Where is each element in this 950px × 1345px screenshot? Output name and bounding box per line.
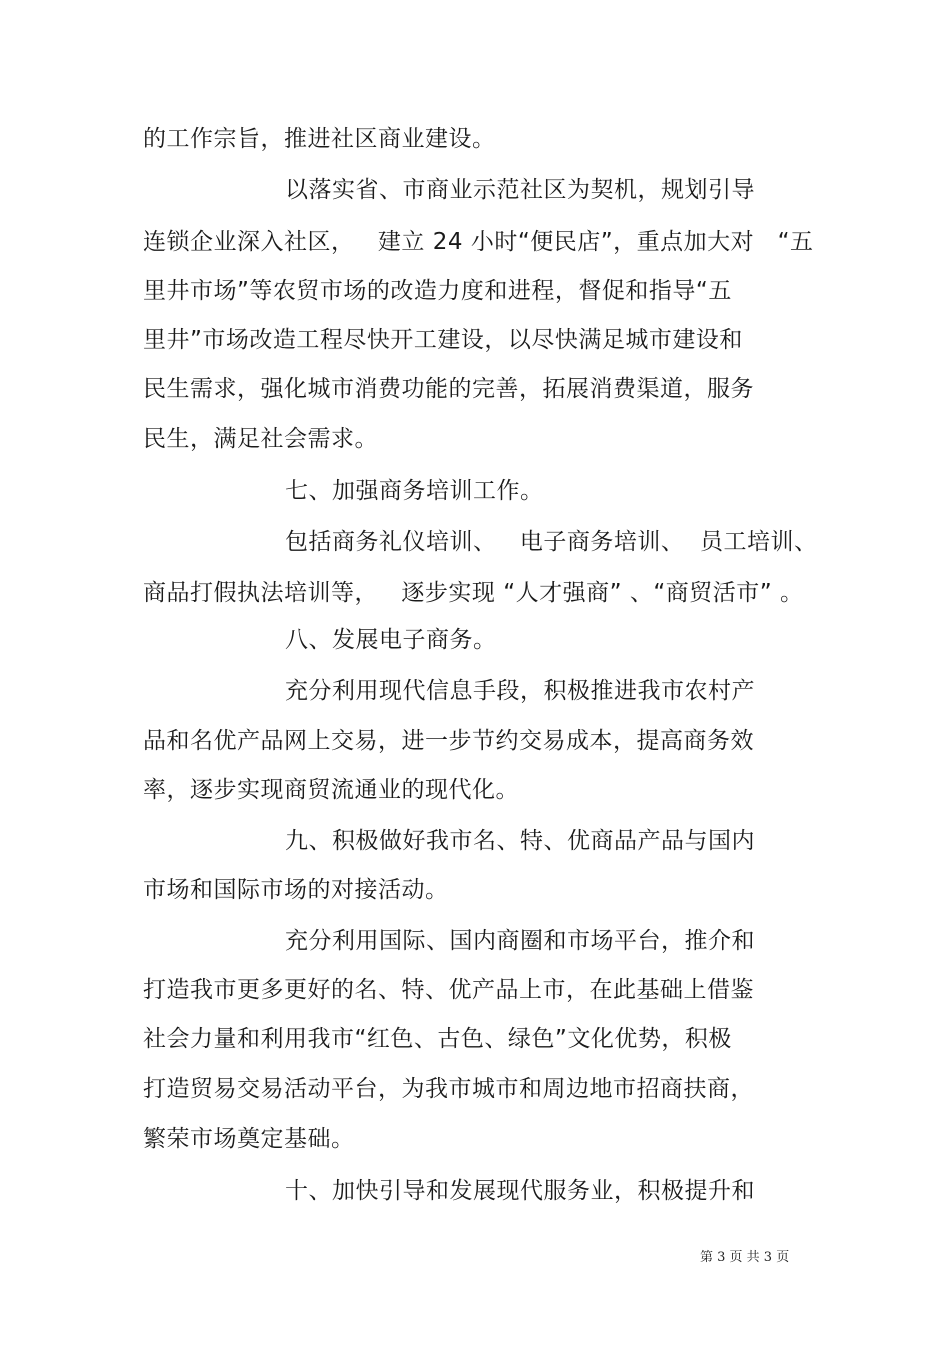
- body-text-line: 民生，满足社会需求。: [143, 426, 378, 452]
- page-number-footer: 第 3 页 共 3 页: [700, 1250, 790, 1265]
- section-heading-continuation: 市场和国际市场的对接活动。: [143, 877, 449, 903]
- body-text-line: 的工作宗旨，推进社区商业建设。: [143, 126, 496, 152]
- body-text-line: 打造贸易交易活动平台，为我市城市和周边地市招商扶商，: [143, 1076, 754, 1102]
- body-text-line: 率，逐步实现商贸流通业的现代化。: [143, 777, 519, 803]
- section-heading: 八、发展电子商务。: [285, 627, 497, 653]
- body-text-line: 里井市场”等农贸市场的改造力度和进程，督促和指导“五: [143, 278, 732, 304]
- body-text-line: 包括商务礼仪培训、 电子商务培训、 员工培训、: [285, 529, 818, 555]
- body-text-line: 里井”市场改造工程尽快开工建设，以尽快满足城市建设和: [143, 327, 743, 353]
- body-text-line: 商品打假执法培训等， 逐步实现 “人才强商” 、“商贸活市” 。: [143, 580, 804, 606]
- body-text-line: 民生需求，强化城市消费功能的完善，拓展消费渠道，服务: [143, 376, 754, 402]
- body-text-line: 品和名优产品网上交易，进一步节约交易成本，提高商务效: [143, 728, 754, 754]
- section-heading: 十、加快引导和发展现代服务业，积极提升和: [285, 1178, 755, 1204]
- body-text-line: 繁荣市场奠定基础。: [143, 1126, 355, 1152]
- body-text-line: 打造我市更多更好的名、特、优产品上市，在此基础上借鉴: [143, 977, 754, 1003]
- body-text-line: 连锁企业深入社区， 建立 24 小时“便民店”，重点加大对 “五: [143, 229, 814, 255]
- section-heading: 七、加强商务培训工作。: [285, 478, 544, 504]
- body-text-line: 社会力量和利用我市“红色、古色、绿色”文化优势，积极: [143, 1026, 732, 1052]
- body-text-line: 充分利用国际、国内商圈和市场平台，推介和: [285, 928, 755, 954]
- body-text-line: 以落实省、市商业示范社区为契机，规划引导: [285, 177, 755, 203]
- section-heading: 九、积极做好我市名、特、优商品产品与国内: [285, 828, 755, 854]
- body-text-line: 充分利用现代信息手段，积极推进我市农村产: [285, 678, 755, 704]
